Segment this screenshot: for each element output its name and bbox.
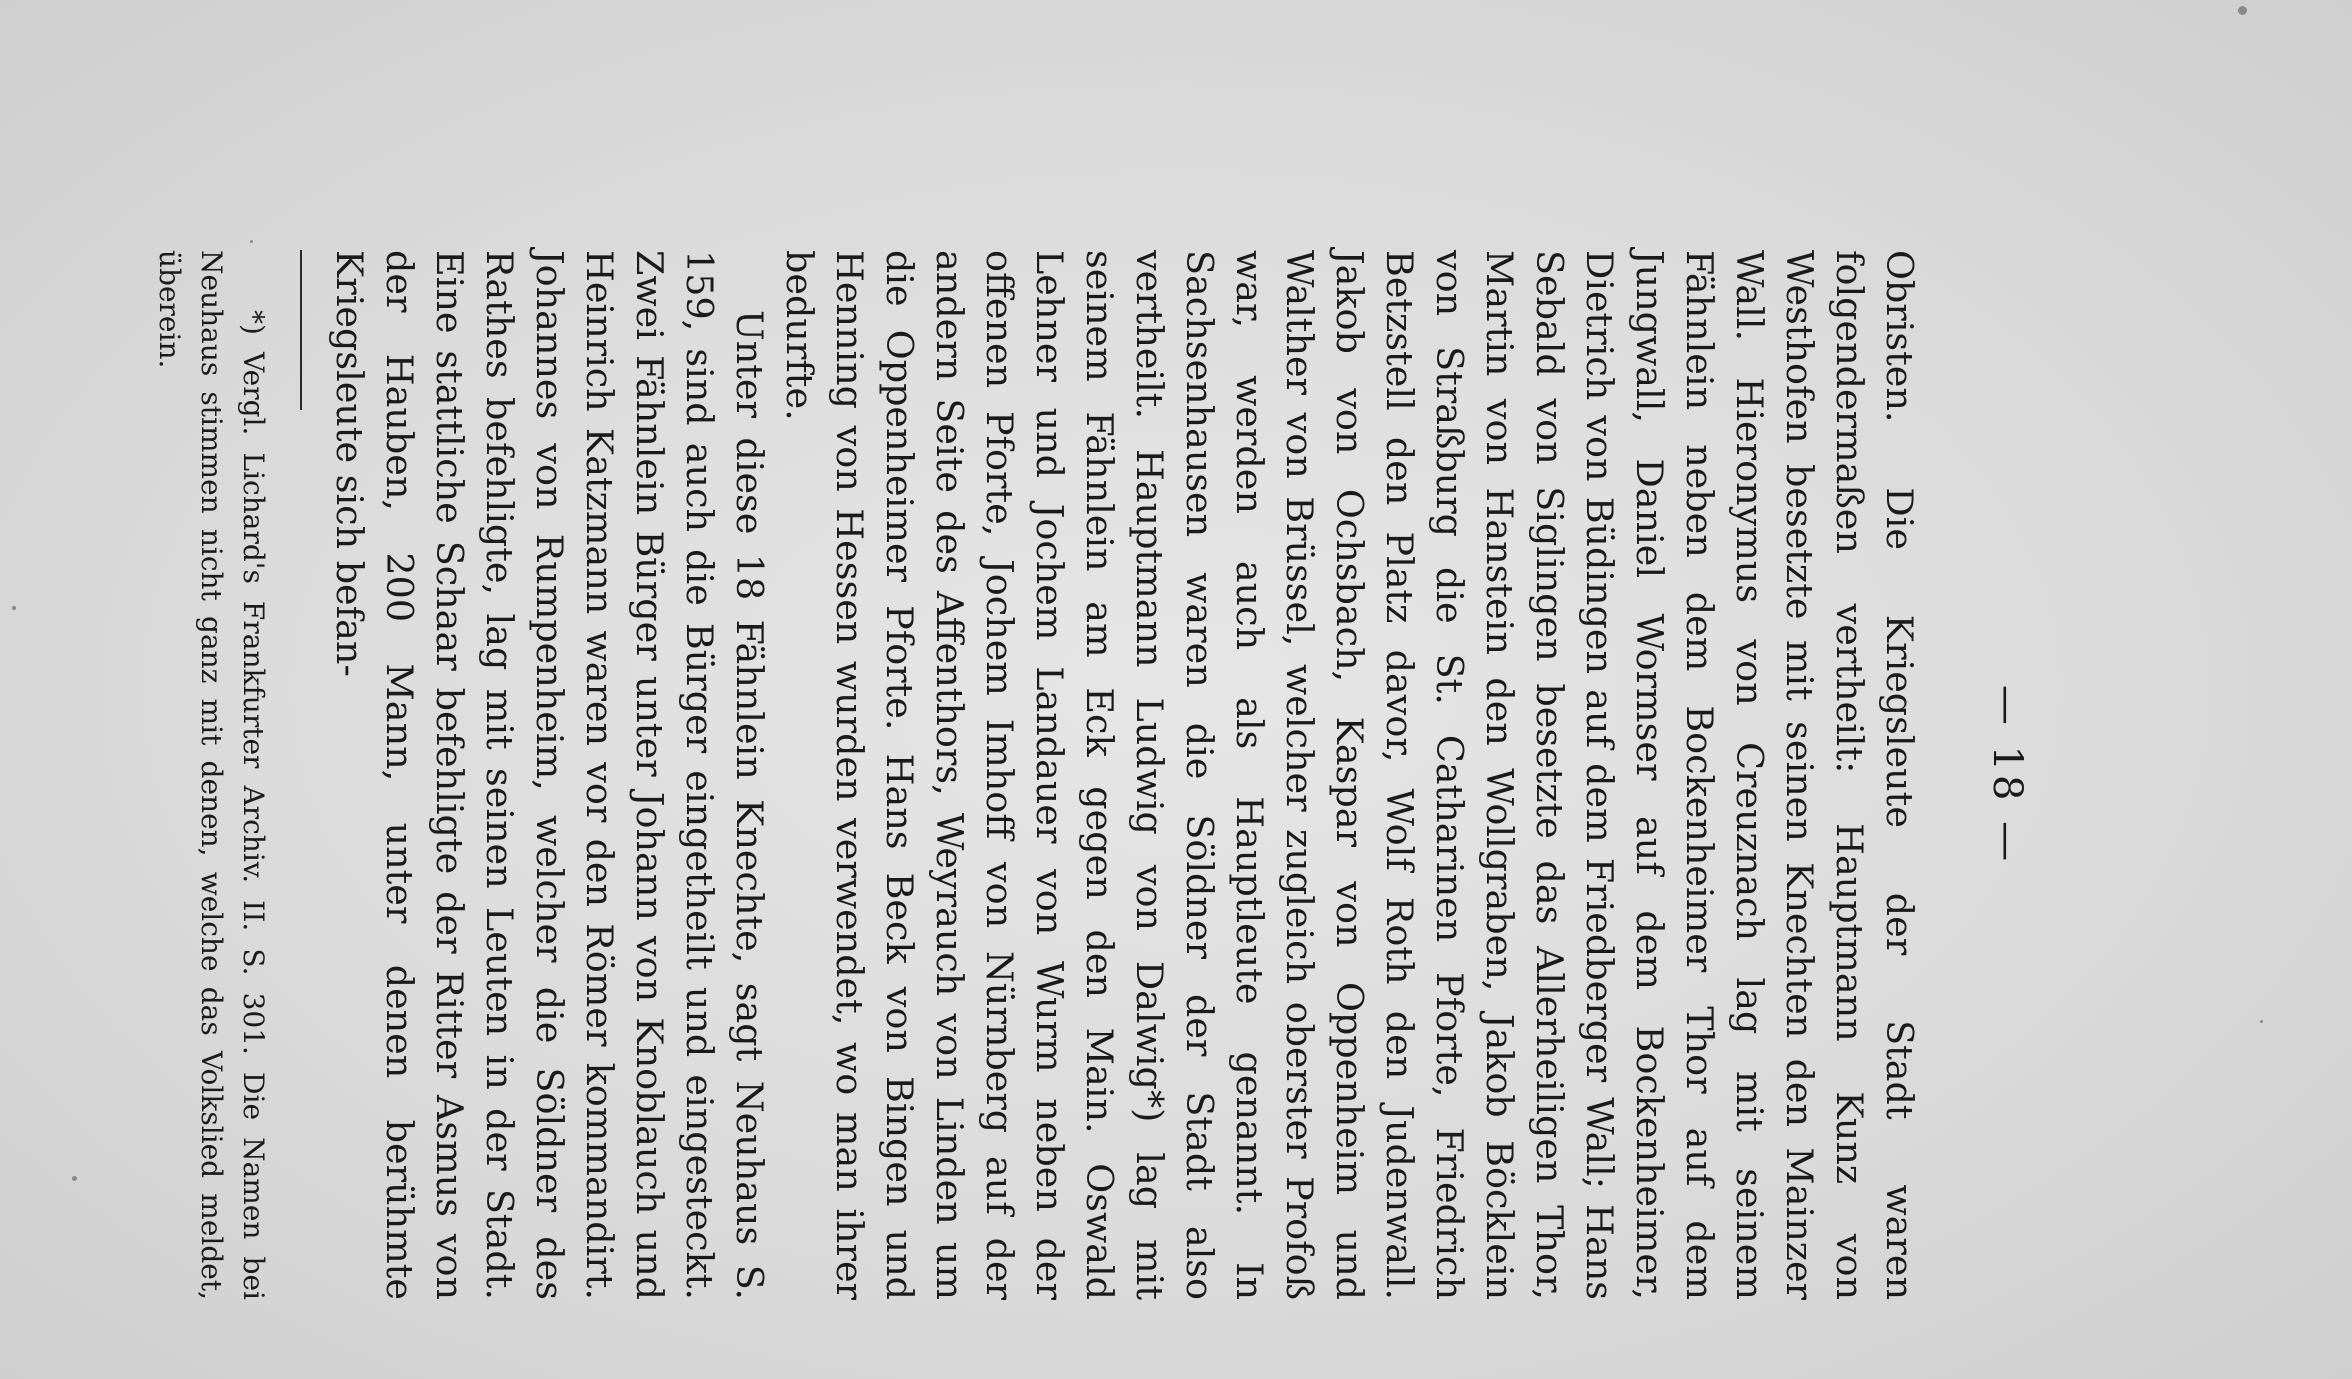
scan-speck bbox=[250, 240, 253, 243]
scan-speck bbox=[2238, 6, 2247, 15]
scan-speck bbox=[2260, 1020, 2263, 1023]
footnote-rule bbox=[300, 250, 302, 410]
paragraph: Unter diese 18 Fähnlein Knechte, sagt Neuhaus S. 159, sind auch die Bürger eingetheilt und eingesteckt. Zwei Fähnlein Bürger unter Johann von Knoblauch und Heinrich Katzmann waren vor den Römer kommandirt. Johannes von Rumpenheim, welcher die Söldner des Rathes befehligte, lag mit seinen Leuten in der Stadt. Eine stattliche Schaar befehligte der Ritter Asmus von der Hauben, 200 Mann, unter denen berühmte Kriegsleute sich befan- bbox=[328, 250, 771, 1300]
scan-speck bbox=[12, 606, 16, 610]
footnote-text: *) Vergl. Lichard's Frankfurter Archiv. II. S. 301. Die Namen bei Neuhaus stimmen nicht ganz mit denen, welche das Volkslied meldet, überein. bbox=[153, 250, 270, 1300]
scan-speck bbox=[72, 1176, 77, 1181]
body-text bbox=[324, 250, 1924, 1300]
book-page bbox=[153, 250, 2180, 1300]
rotated-page-content bbox=[153, 250, 2030, 1300]
footnote bbox=[148, 250, 274, 1300]
page-number: — 18 — bbox=[1984, 684, 2030, 866]
paragraph: Obristen. Die Kriegsleute der Stadt waren folgendermaßen vertheilt: Hauptmann Kunz von Westhofen besetzte mit seinen Knechten den Mainzer Wall. Hieronymus von Creuznach lag mit seinem Fähnlein neben dem Bockenheimer Thor auf dem Jungwall, Daniel Wormser auf dem Bockenheimer, Dietrich von Büdingen auf dem Friedberger Wall; Hans Sebald von Siglingen besetzte das Allerheiligen Thor, Martin von Hanstein den Wollgraben, Jakob Böcklein von Straßburg die St. Catharinen Pforte, Friedrich Betzstell den Platz davor, Wolf Roth den Judenwall. Jakob von Ochsbach, Kaspar von Oppenheim und Walther von Brüssel, welcher zugleich oberster Profoß war, werden auch als Hauptleute genannt. In Sachsenhausen waren die Söldner der Stadt also vertheilt. Hauptmann Ludwig von Dalwig*) lag mit seinem Fähnlein am Eck gegen den Main. Oswald Lehner und Jochem Landauer von Wurm neben der offenen Pforte, Jochem Imhoff von Nürnberg auf der andern Seite des Affenthors, Weyrauch von Linden um die Oppenheimer Pforte. Hans Beck von Bingen und Henning von Hessen wurden verwendet, wo man ihrer bedurfte. bbox=[778, 250, 1921, 1300]
